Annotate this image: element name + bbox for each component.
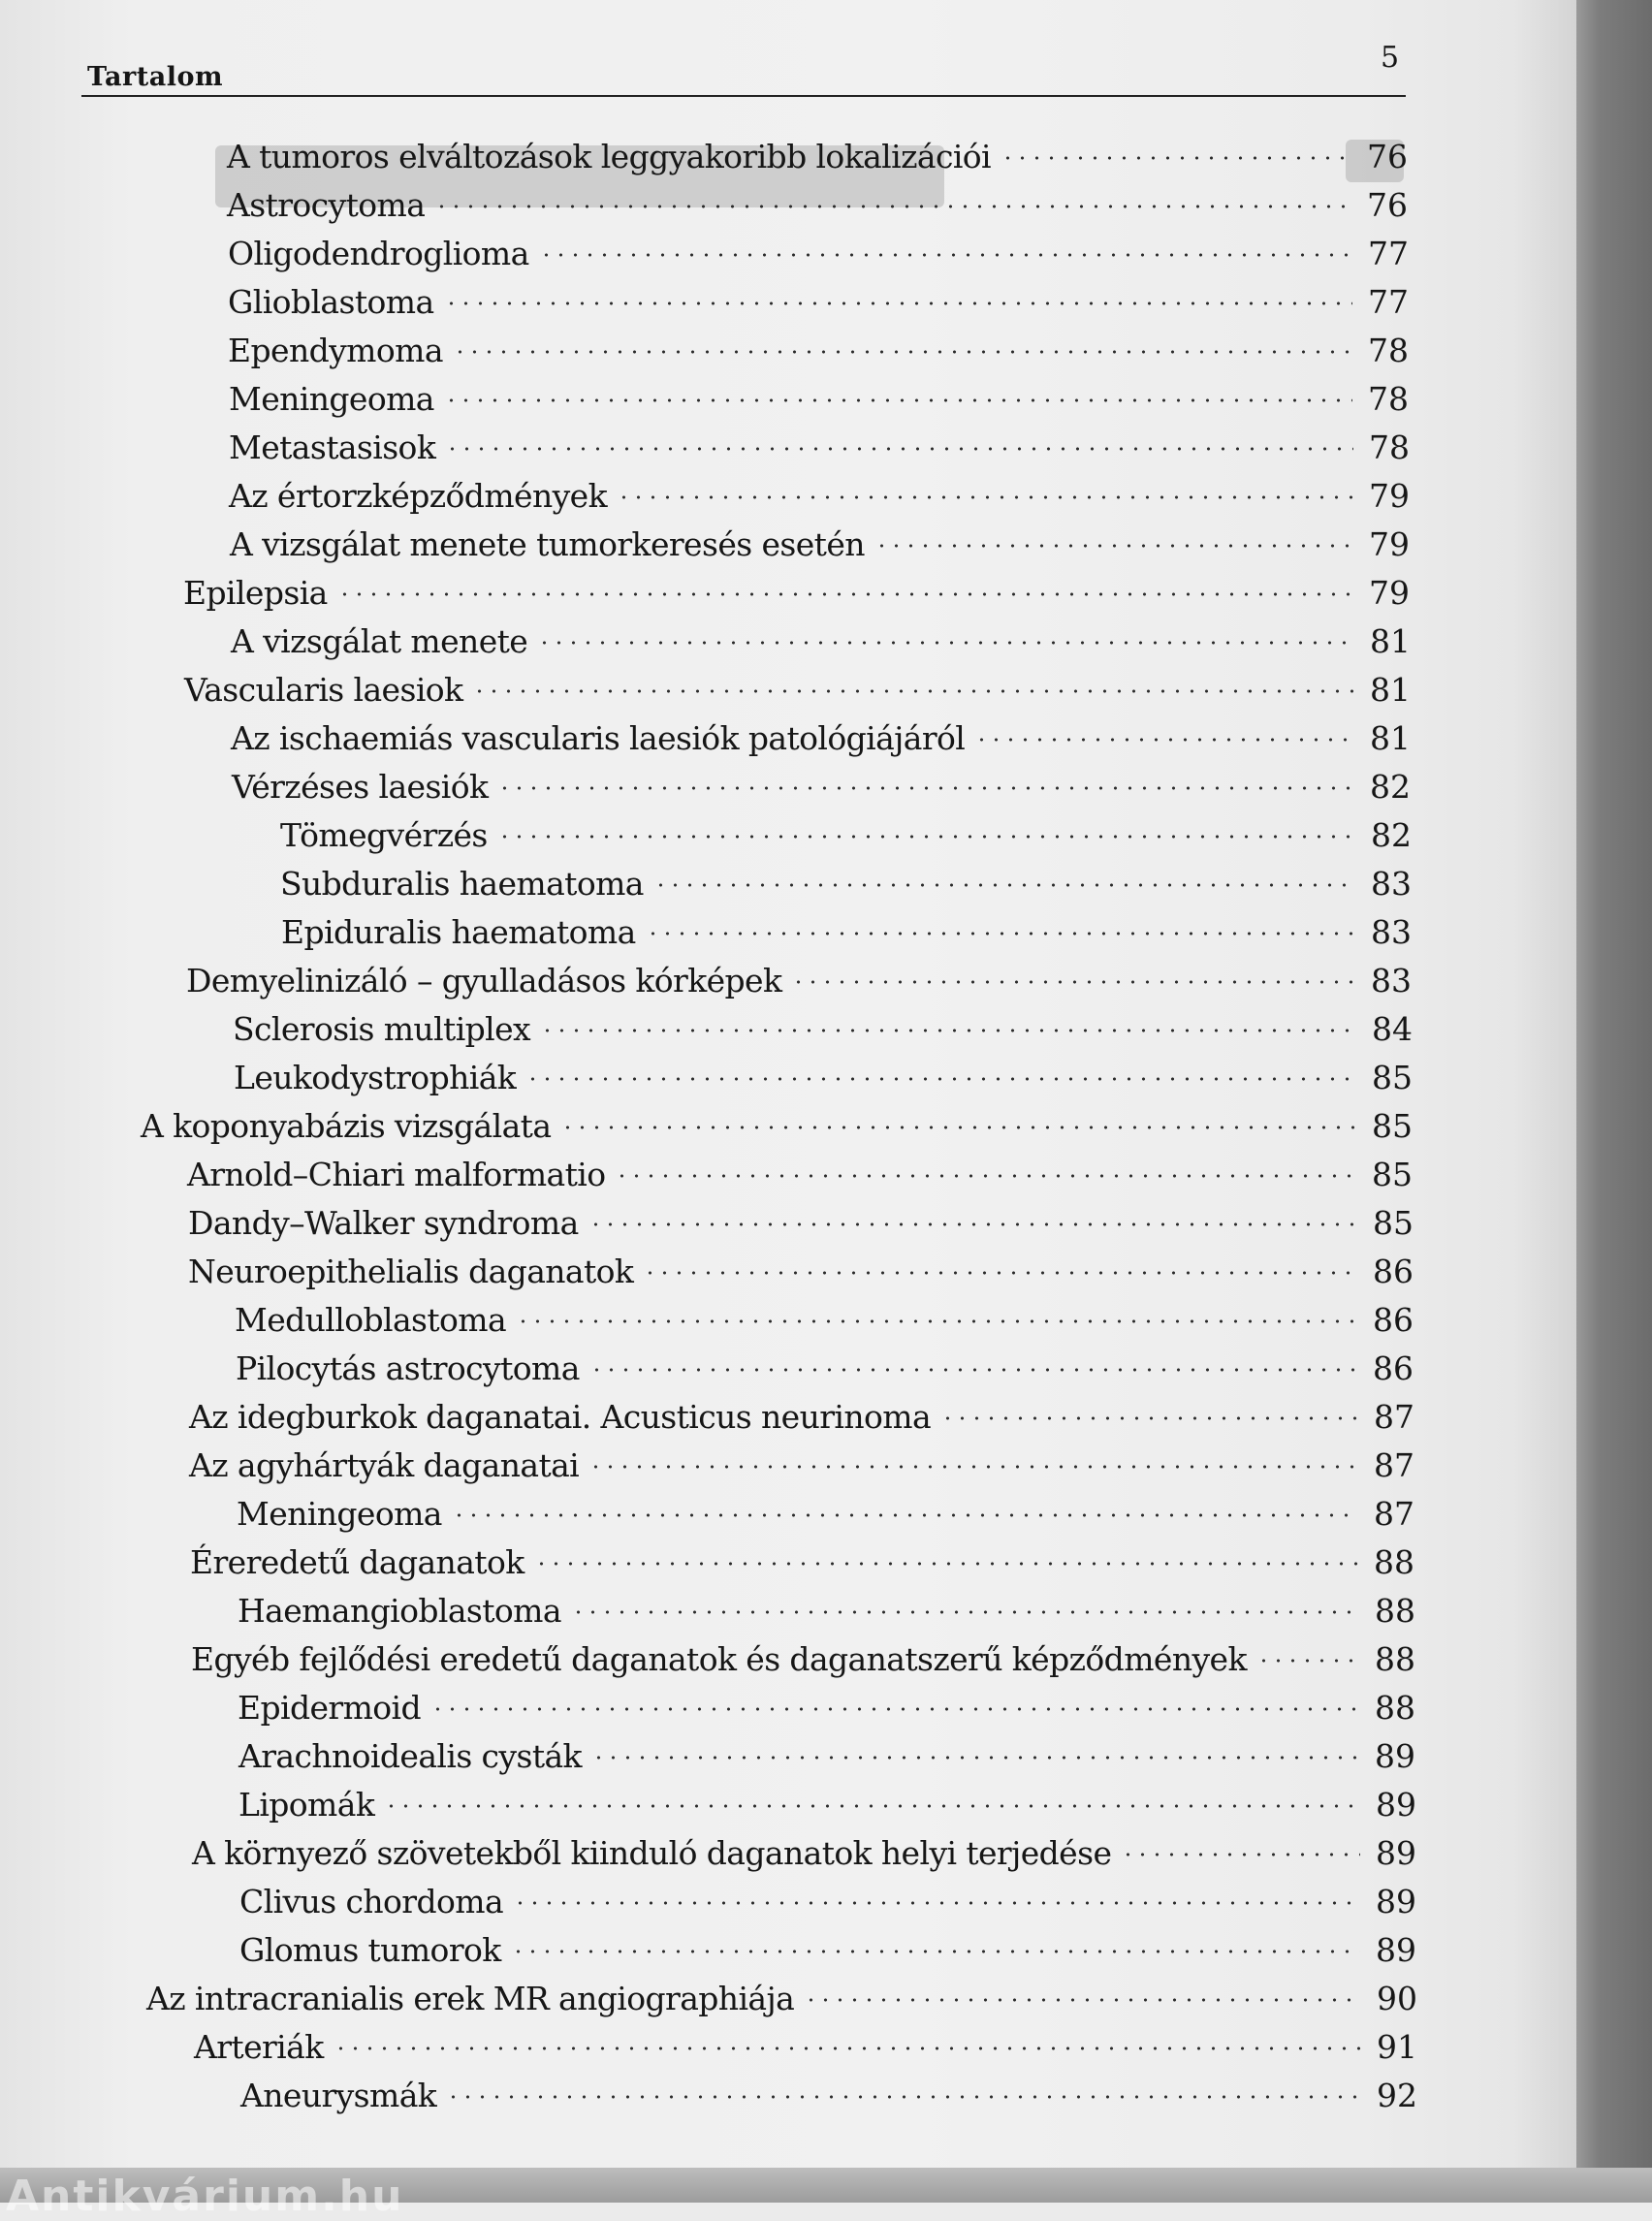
- toc-entry-title: Az intracranialis erek MR angiographiája: [146, 1980, 795, 2017]
- toc-entry-page: 83: [1371, 962, 1412, 999]
- toc-entry-title: Ependymoma: [228, 332, 443, 369]
- toc-entry-title: Az ischaemiás vascularis laesiók patológiájáról: [231, 719, 966, 757]
- toc-entry: [234, 1050, 1413, 1096]
- toc-entry-title: Neuroepithelialis daganatok: [188, 1253, 634, 1290]
- toc-dot-leader: [446, 2068, 1361, 2107]
- toc-entry: [239, 1922, 1416, 1969]
- toc-entry: [236, 1341, 1414, 1387]
- toc-entry-title: Epiduralis haematoma: [281, 913, 636, 951]
- toc-dot-leader: [646, 904, 1355, 943]
- toc-dot-leader: [617, 468, 1353, 507]
- toc-entry-title: Haemangioblastoma: [238, 1592, 561, 1630]
- toc-entry-title: Clivus chordoma: [239, 1883, 504, 1920]
- toc-entry-page: 85: [1373, 1204, 1414, 1242]
- toc-entry-title: Az idegburkok daganatai. Acusticus neurinoma: [189, 1398, 932, 1436]
- toc-entry: [237, 1486, 1414, 1533]
- toc-entry-title: Oligodendroglioma: [228, 235, 529, 272]
- toc-entry: [189, 1389, 1414, 1436]
- toc-entry-page: 88: [1375, 1592, 1415, 1630]
- toc-entry-page: 90: [1377, 1980, 1417, 2017]
- toc-dot-leader: [643, 1244, 1357, 1283]
- toc-dot-leader: [537, 614, 1354, 652]
- toc-entry-page: 88: [1375, 1640, 1415, 1678]
- toc-entry-page: 82: [1370, 768, 1411, 806]
- toc-dot-leader: [513, 1874, 1360, 1913]
- toc-dot-leader: [334, 2019, 1361, 2058]
- toc-entry-title: Meningeoma: [237, 1495, 442, 1533]
- toc-entry-title: A vizsgálat menete: [231, 622, 528, 660]
- toc-dot-leader: [1121, 1825, 1360, 1864]
- toc-dot-leader: [591, 1729, 1359, 1767]
- toc-dot-leader: [804, 1971, 1361, 2010]
- toc-dot-leader: [472, 662, 1354, 701]
- toc-entry-page: 83: [1371, 913, 1412, 951]
- toc-entry-title: Glomus tumorok: [239, 1931, 501, 1969]
- toc-entry-page: 88: [1375, 1689, 1415, 1727]
- toc-entry: [229, 371, 1409, 418]
- toc-entry-title: Lipomák: [238, 1786, 375, 1824]
- toc-entry-page: 85: [1372, 1059, 1413, 1096]
- toc-entry: [228, 323, 1409, 369]
- toc-entry: [184, 662, 1411, 709]
- toc-entry: [230, 517, 1410, 563]
- toc-entry-page: 91: [1377, 2028, 1417, 2066]
- toc-entry-page: 82: [1371, 816, 1412, 854]
- toc-entry-page: 89: [1376, 1883, 1416, 1920]
- toc-entry-title: Glioblastoma: [228, 283, 434, 321]
- toc-entry: [141, 1098, 1413, 1145]
- toc-entry: [191, 1632, 1415, 1678]
- toc-entry-page: 78: [1368, 332, 1409, 369]
- toc-entry: [228, 226, 1409, 272]
- toc-entry-title: A vizsgálat menete tumorkeresés esetén: [230, 525, 865, 563]
- toc-entry: [280, 808, 1412, 854]
- toc-entry-title: A környező szövetekből kiinduló daganatok helyi terjedése: [192, 1834, 1112, 1872]
- toc-entry-page: 87: [1374, 1495, 1414, 1533]
- toc-entry: [229, 468, 1410, 515]
- toc-entry: [146, 1971, 1417, 2017]
- toc-entry: [231, 711, 1411, 757]
- toc-entry-title: Az értorzképződmények: [229, 477, 607, 515]
- toc-entry: [190, 1535, 1414, 1581]
- toc-dot-leader: [791, 953, 1355, 992]
- toc-dot-leader: [511, 1922, 1360, 1961]
- toc-entry-page: 89: [1376, 1834, 1416, 1872]
- toc-entry: [192, 1825, 1416, 1872]
- toc-dot-leader: [974, 711, 1354, 749]
- toc-dot-leader: [384, 1777, 1360, 1816]
- toc-entry: [183, 565, 1410, 612]
- toc-entry-title: Pilocytás astrocytoma: [236, 1349, 580, 1387]
- toc-entry-page: 79: [1369, 525, 1410, 563]
- toc-entry-page: 76: [1367, 186, 1408, 224]
- toc-entry-title: Demyelinizáló – gyulladásos kórképek: [186, 962, 782, 999]
- toc-entry-page: 81: [1370, 622, 1411, 660]
- toc-dot-leader: [452, 1486, 1358, 1525]
- toc-dot-leader: [430, 1680, 1359, 1719]
- toc-dot-leader: [516, 1292, 1357, 1331]
- toc-dot-leader: [588, 1438, 1358, 1476]
- toc-entry-page: 79: [1369, 477, 1410, 515]
- toc-entry-page: 83: [1371, 865, 1412, 903]
- toc-entry-title: Az agyhártyák daganatai: [189, 1446, 580, 1484]
- toc-entry-page: 92: [1377, 2077, 1417, 2114]
- toc-dot-leader: [588, 1195, 1357, 1234]
- toc-dot-leader: [540, 1001, 1356, 1040]
- toc-entry-title: Leukodystrophiák: [234, 1059, 517, 1096]
- toc-entry: [238, 1729, 1415, 1775]
- toc-entry-page: 89: [1375, 1737, 1415, 1775]
- toc-entry-page: 85: [1372, 1156, 1413, 1193]
- toc-entry-title: Metastasisok: [229, 428, 436, 466]
- toc-entry: [240, 2068, 1417, 2114]
- toc-entry-page: 87: [1374, 1446, 1414, 1484]
- toc-dot-leader: [444, 274, 1352, 313]
- toc-dot-leader: [539, 226, 1352, 265]
- toc-entry-page: 88: [1374, 1543, 1414, 1581]
- toc-dot-leader: [444, 371, 1352, 410]
- toc-entry-page: 78: [1368, 380, 1409, 418]
- toc-entry-page: 76: [1367, 138, 1408, 175]
- toc-dot-leader: [434, 177, 1351, 216]
- toc-entry-page: 77: [1368, 283, 1409, 321]
- toc-entry-title: Dandy–Walker syndroma: [188, 1204, 579, 1242]
- toc-dot-leader: [534, 1535, 1358, 1573]
- toc-dot-leader: [1001, 129, 1351, 168]
- toc-entry: [188, 1195, 1414, 1242]
- toc-dot-leader: [874, 517, 1353, 555]
- toc-dot-leader: [589, 1341, 1357, 1380]
- toc-entry-page: 87: [1374, 1398, 1414, 1436]
- toc-entry: [280, 856, 1412, 903]
- toc-entry-title: Medulloblastoma: [235, 1301, 507, 1339]
- toc-dot-leader: [497, 759, 1354, 798]
- toc-entry: [238, 1583, 1415, 1630]
- toc-entry: [228, 274, 1409, 321]
- toc-entry: [232, 759, 1411, 806]
- toc-dot-leader: [571, 1583, 1359, 1622]
- toc-entry-title: Aneurysmák: [240, 2077, 437, 2114]
- toc-entry-title: Tömegvérzés: [280, 816, 488, 854]
- toc-dot-leader: [337, 565, 1353, 604]
- toc-entry: [239, 1874, 1416, 1920]
- toc-dot-leader: [445, 420, 1353, 459]
- toc-entry: [229, 420, 1410, 466]
- toc-entry-title: Éreredetű daganatok: [190, 1543, 524, 1581]
- toc-entry-page: 86: [1373, 1349, 1414, 1387]
- toc-entry-title: Arachnoidealis cysták: [238, 1737, 582, 1775]
- toc-entry: [189, 1438, 1414, 1484]
- running-header-title: Tartalom: [87, 62, 224, 92]
- running-header-page-number: 5: [1381, 41, 1400, 75]
- toc-entry-title: Epidermoid: [238, 1689, 422, 1727]
- toc-entry: [187, 1147, 1413, 1193]
- toc-dot-leader: [497, 808, 1355, 846]
- toc-entry-title: Subduralis haematoma: [280, 865, 644, 903]
- toc-entry: [188, 1244, 1414, 1290]
- toc-entry-page: 89: [1376, 1931, 1416, 1969]
- toc-entry-title: Astrocytoma: [227, 186, 426, 224]
- toc-entry-page: 86: [1373, 1301, 1414, 1339]
- toc-entry-page: 84: [1372, 1010, 1413, 1048]
- toc-entry: [227, 177, 1408, 224]
- toc-entry-title: Vascularis laesiok: [184, 671, 463, 709]
- toc-entry-page: 78: [1369, 428, 1410, 466]
- toc-entry-page: 77: [1368, 235, 1409, 272]
- toc-entry: [238, 1680, 1415, 1727]
- toc-entry: [235, 1292, 1414, 1339]
- toc-entry-title: Meningeoma: [229, 380, 434, 418]
- toc-entry-title: Egyéb fejlődési eredetű daganatok és daganatszerű képződmények: [191, 1640, 1247, 1678]
- toc-entry: [186, 953, 1412, 999]
- toc-entry-page: 81: [1370, 719, 1411, 757]
- toc-entry: [231, 614, 1411, 660]
- toc-entry-page: 85: [1372, 1107, 1413, 1145]
- toc-dot-leader: [525, 1050, 1356, 1089]
- toc-entry-title: A tumoros elváltozások leggyakoribb lokalizációi: [227, 138, 991, 175]
- toc-entry-page: 86: [1373, 1253, 1414, 1290]
- toc-entry-title: Sclerosis multiplex: [233, 1010, 531, 1048]
- watermark: Antikvárium.hu: [6, 2172, 404, 2221]
- toc-entry-title: Vérzéses laesiók: [232, 768, 489, 806]
- toc-dot-leader: [653, 856, 1355, 895]
- toc-entry-page: 81: [1370, 671, 1411, 709]
- toc-entry-title: Arteriák: [194, 2028, 324, 2066]
- toc-dot-leader: [560, 1098, 1356, 1137]
- toc-dot-leader: [615, 1147, 1356, 1186]
- toc-dot-leader: [1256, 1632, 1359, 1670]
- toc-entry-title: A koponyabázis vizsgálata: [141, 1107, 552, 1145]
- toc-entry: [194, 2019, 1417, 2066]
- toc-entry: [238, 1777, 1416, 1824]
- toc-entry-title: Epilepsia: [183, 574, 328, 612]
- toc-entry: [227, 129, 1408, 175]
- toc-entry-page: 79: [1369, 574, 1410, 612]
- toc-entry-title: Arnold–Chiari malformatio: [187, 1156, 606, 1193]
- toc-entry-page: 89: [1376, 1786, 1416, 1824]
- toc-entry: [233, 1001, 1413, 1048]
- toc-dot-leader: [940, 1389, 1358, 1428]
- toc-entry: [281, 904, 1412, 951]
- toc-dot-leader: [453, 323, 1352, 362]
